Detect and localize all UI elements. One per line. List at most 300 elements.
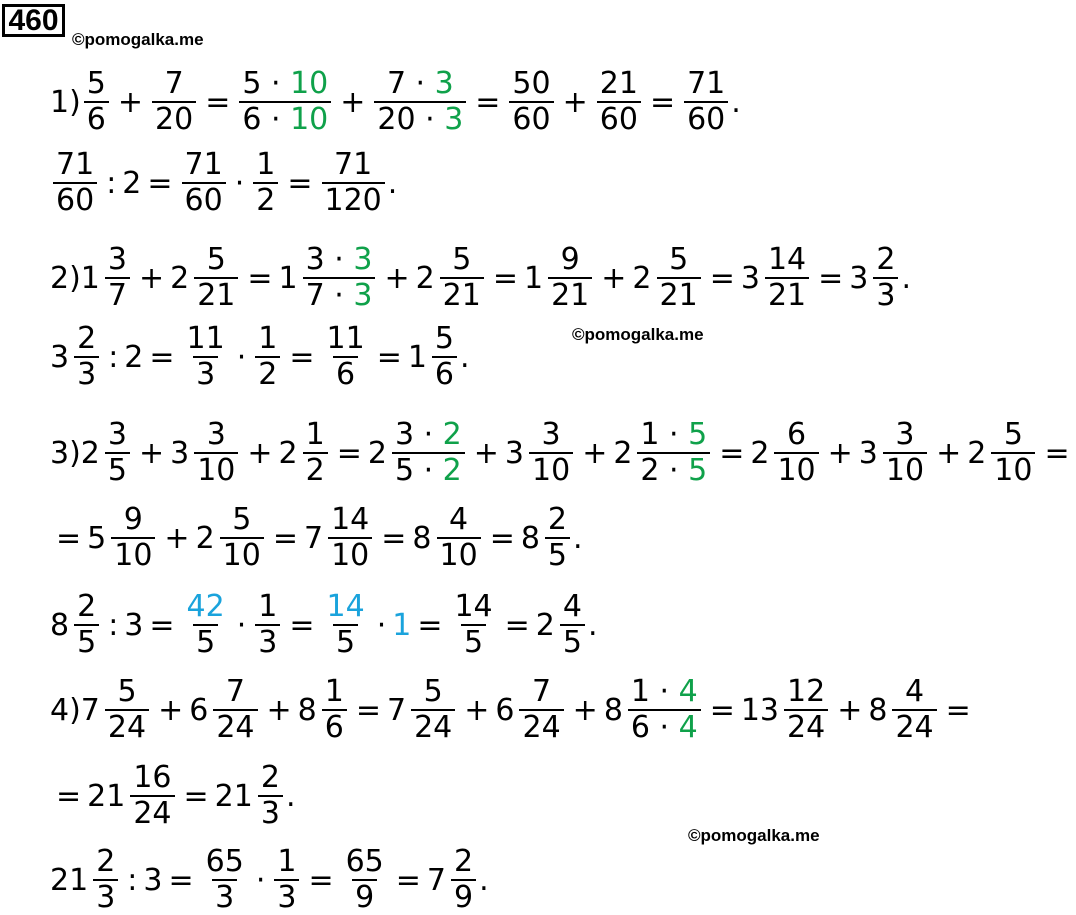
operator: : xyxy=(108,607,119,643)
fraction xyxy=(105,417,130,488)
denominator: 3 xyxy=(258,795,283,829)
math-text: . xyxy=(285,778,296,814)
numerator: 4 xyxy=(905,674,925,709)
denominator: 60 xyxy=(509,101,553,135)
solution-line-1 xyxy=(50,66,741,137)
fraction xyxy=(105,674,149,745)
fraction xyxy=(343,844,387,915)
fraction xyxy=(324,321,368,392)
fraction-part: 6 · xyxy=(242,102,291,137)
mixed-number xyxy=(80,417,133,488)
fraction-part: 3 xyxy=(444,102,464,137)
fraction xyxy=(883,417,927,488)
fraction xyxy=(253,147,278,218)
operator: · xyxy=(236,607,247,643)
numerator: 7 xyxy=(164,66,184,101)
whole-part: 21 xyxy=(87,778,126,814)
denominator: 10 xyxy=(774,452,818,486)
numerator: 5 xyxy=(669,242,689,277)
fraction xyxy=(548,242,592,313)
denominator: 10 xyxy=(529,452,573,486)
denominator: 24 xyxy=(105,709,149,743)
fraction-part: 3 xyxy=(434,66,454,101)
whole-part: 2 xyxy=(415,260,435,296)
mixed-number xyxy=(278,417,331,488)
denominator: 24 xyxy=(892,709,936,743)
operator: = xyxy=(376,339,402,375)
operator: = xyxy=(287,165,313,201)
operator: = xyxy=(289,607,315,643)
denominator xyxy=(374,101,466,135)
whole-part: 5 xyxy=(87,520,107,556)
numerator: 4 xyxy=(562,589,582,624)
operator: = xyxy=(355,692,381,728)
numerator: 65 xyxy=(205,844,244,879)
fraction xyxy=(509,66,553,137)
fraction xyxy=(322,147,385,218)
denominator: 120 xyxy=(322,182,385,216)
fraction xyxy=(53,147,97,218)
mixed-number xyxy=(504,417,576,488)
fraction-part: 3 · xyxy=(305,242,354,277)
numerator: 71 xyxy=(334,147,373,182)
denominator: 9 xyxy=(451,879,476,913)
solution-line-3 xyxy=(50,242,911,313)
fraction xyxy=(597,66,641,137)
denominator: 6 xyxy=(84,101,109,135)
fraction xyxy=(184,321,228,392)
fraction-part: 7 · xyxy=(386,66,435,101)
numerator: 11 xyxy=(326,321,365,356)
operator: + xyxy=(572,692,598,728)
numerator: 5 xyxy=(452,242,472,277)
operator: = xyxy=(475,84,501,120)
whole-part: 2 xyxy=(750,435,770,471)
problem-number-badge: 460 xyxy=(2,4,65,37)
fraction-part: 20 · xyxy=(377,102,445,137)
fraction xyxy=(213,674,257,745)
operator: · xyxy=(236,339,247,375)
numerator: 3 xyxy=(895,417,915,452)
mixed-number xyxy=(407,321,460,392)
math-text: . xyxy=(460,339,470,375)
denominator: 5 xyxy=(333,624,358,658)
denominator: 10 xyxy=(111,537,155,571)
mixed-number xyxy=(967,417,1038,488)
mixed-number xyxy=(535,589,588,660)
operator: + xyxy=(340,84,366,120)
operator: = xyxy=(709,692,735,728)
watermark: ©pomogalka.me xyxy=(72,30,204,49)
mixed-number xyxy=(495,674,566,745)
denominator xyxy=(637,452,710,486)
denominator: 3 xyxy=(74,356,99,390)
numerator: 9 xyxy=(123,502,143,537)
denominator: 6 xyxy=(333,356,358,390)
fraction xyxy=(432,321,457,392)
fraction-part: 42 xyxy=(186,589,225,624)
math-text: 1 xyxy=(392,607,412,643)
fraction xyxy=(451,589,495,660)
fraction xyxy=(322,674,347,745)
fraction xyxy=(194,242,238,313)
fraction xyxy=(194,417,238,488)
denominator: 21 xyxy=(765,277,809,311)
numerator xyxy=(324,589,368,624)
operator: = xyxy=(147,165,173,201)
fraction xyxy=(111,502,155,573)
fraction-part: 14 xyxy=(326,589,365,624)
denominator: 10 xyxy=(328,537,372,571)
whole-part: 3 xyxy=(740,260,760,296)
mixed-number xyxy=(214,760,286,831)
operator: + xyxy=(601,260,627,296)
operator: + xyxy=(384,260,410,296)
denominator xyxy=(239,101,331,135)
operator: = xyxy=(709,260,735,296)
numerator: 50 xyxy=(512,66,551,101)
math-text: . xyxy=(573,520,583,556)
operator: = xyxy=(1044,435,1070,471)
denominator: 3 xyxy=(873,277,898,311)
whole-part: 3 xyxy=(504,435,524,471)
fraction xyxy=(303,417,328,488)
fraction xyxy=(130,760,174,831)
fraction xyxy=(519,674,563,745)
numerator: 2 xyxy=(77,589,97,624)
solution-line-2 xyxy=(50,147,398,218)
fraction xyxy=(873,242,898,313)
math-text: 2) xyxy=(50,260,81,296)
denominator: 24 xyxy=(130,795,174,829)
operator: = xyxy=(492,260,518,296)
fraction-part: 5 · xyxy=(394,453,443,488)
numerator: 5 xyxy=(117,674,137,709)
operator: = xyxy=(289,339,315,375)
mixed-number xyxy=(87,760,177,831)
denominator: 21 xyxy=(548,277,592,311)
fraction xyxy=(324,589,368,660)
operator: + xyxy=(158,692,184,728)
fraction xyxy=(182,147,226,218)
denominator: 20 xyxy=(152,101,196,135)
fraction xyxy=(255,589,280,660)
numerator: 11 xyxy=(186,321,225,356)
fraction xyxy=(392,417,465,488)
operator: + xyxy=(138,435,165,471)
operator: = xyxy=(272,520,298,556)
math-text: . xyxy=(479,862,489,898)
numerator: 2 xyxy=(96,844,116,879)
fraction xyxy=(411,674,455,745)
whole-part: 7 xyxy=(303,520,324,556)
mixed-number xyxy=(520,502,573,573)
denominator: 5 xyxy=(105,452,130,486)
fraction xyxy=(220,502,264,573)
denominator: 2 xyxy=(253,182,278,216)
whole-part: 2 xyxy=(632,260,652,296)
mixed-number xyxy=(50,589,102,660)
operator: = xyxy=(56,778,82,814)
mixed-number xyxy=(740,242,812,313)
operator: = xyxy=(56,520,82,556)
whole-part: 1 xyxy=(407,339,427,375)
operator: = xyxy=(504,607,530,643)
denominator: 5 xyxy=(461,624,486,658)
solution-line-10 xyxy=(50,844,489,915)
fraction xyxy=(765,242,809,313)
whole-part: 7 xyxy=(426,862,447,898)
mixed-number xyxy=(87,502,158,573)
math-text: . xyxy=(587,607,598,643)
math-text: 1) xyxy=(50,84,81,120)
numerator: 3 xyxy=(541,417,561,452)
whole-part: 2 xyxy=(535,607,555,643)
whole-part: 1 xyxy=(524,260,544,296)
fraction-part: 3 xyxy=(353,278,373,313)
numerator xyxy=(239,66,331,101)
mixed-number xyxy=(415,242,487,313)
watermark: ©pomogalka.me xyxy=(572,325,704,344)
numerator: 2 xyxy=(547,502,568,537)
whole-part: 2 xyxy=(170,260,190,296)
numerator: 14 xyxy=(767,242,807,277)
mixed-number xyxy=(80,242,133,313)
math-text: 2 xyxy=(122,165,142,201)
fraction-part: 2 xyxy=(442,453,462,488)
fraction xyxy=(84,66,109,137)
mixed-number xyxy=(868,674,939,745)
numerator: 71 xyxy=(184,147,223,182)
numerator: 2 xyxy=(77,321,97,356)
denominator: 10 xyxy=(194,452,238,486)
numerator: 2 xyxy=(260,760,280,795)
mixed-number xyxy=(849,242,901,313)
denominator: 5 xyxy=(74,624,99,658)
mixed-number xyxy=(524,242,595,313)
fraction xyxy=(74,321,99,392)
mixed-number xyxy=(367,417,468,488)
whole-part: 2 xyxy=(195,520,215,556)
operator: = xyxy=(168,862,194,898)
math-text: 3) xyxy=(50,435,81,471)
numerator: 65 xyxy=(345,844,384,879)
whole-part: 7 xyxy=(386,692,407,728)
mixed-number xyxy=(386,674,458,745)
denominator: 3 xyxy=(255,624,280,658)
denominator: 10 xyxy=(437,537,481,571)
numerator: 7 xyxy=(532,674,552,709)
numerator: 1 xyxy=(258,321,278,356)
fraction xyxy=(991,417,1035,488)
whole-part: 2 xyxy=(967,435,987,471)
numerator xyxy=(184,589,228,624)
operator: : xyxy=(106,165,117,201)
mixed-number xyxy=(613,417,713,488)
numerator: 14 xyxy=(454,589,493,624)
numerator xyxy=(384,66,457,101)
fraction xyxy=(303,242,376,313)
mixed-number xyxy=(412,502,483,573)
numerator: 71 xyxy=(687,66,726,101)
fraction-part: 10 xyxy=(290,102,329,137)
numerator: 71 xyxy=(56,147,95,182)
solution-line-8 xyxy=(50,674,977,745)
denominator: 24 xyxy=(784,709,828,743)
denominator: 60 xyxy=(53,182,97,216)
denominator: 60 xyxy=(597,101,641,135)
operator: · xyxy=(234,165,245,201)
operator: = xyxy=(336,435,362,471)
mixed-number xyxy=(195,502,267,573)
operator: = xyxy=(719,435,745,471)
denominator: 3 xyxy=(193,356,218,390)
operator: + xyxy=(117,84,144,120)
mixed-number xyxy=(858,417,930,488)
fraction-part: 2 · xyxy=(640,453,689,488)
denominator: 5 xyxy=(545,537,570,571)
whole-part: 1 xyxy=(80,260,100,296)
fraction xyxy=(239,66,331,137)
operator: = xyxy=(818,260,844,296)
mixed-number xyxy=(189,674,260,745)
numerator: 1 xyxy=(305,417,325,452)
mixed-number xyxy=(278,242,379,313)
math-text: . xyxy=(901,260,911,296)
fraction xyxy=(892,674,936,745)
math-text: . xyxy=(731,84,741,120)
numerator: 5 xyxy=(423,674,443,709)
fraction-part: 4 xyxy=(678,710,698,745)
denominator: 5 xyxy=(560,624,585,658)
mixed-number xyxy=(170,417,241,488)
numerator: 5 xyxy=(232,502,252,537)
operator: + xyxy=(473,435,499,471)
whole-part: 1 xyxy=(278,260,298,296)
numerator: 1 xyxy=(277,844,297,879)
denominator: 10 xyxy=(991,452,1035,486)
fraction xyxy=(545,502,570,573)
numerator: 3 xyxy=(206,417,226,452)
fraction xyxy=(560,589,585,660)
solution-line-4 xyxy=(50,321,470,392)
fraction-part: 5 · xyxy=(242,66,291,101)
operator: + xyxy=(464,692,490,728)
fraction-part: 6 · xyxy=(630,710,679,745)
math-text: 3 xyxy=(143,862,163,898)
numerator: 1 xyxy=(258,589,278,624)
fraction xyxy=(258,760,283,831)
fraction xyxy=(152,66,196,137)
mixed-number xyxy=(750,417,821,488)
operator: = xyxy=(149,607,175,643)
fraction xyxy=(637,417,710,488)
whole-part: 8 xyxy=(50,607,70,643)
fraction xyxy=(529,417,573,488)
numerator: 21 xyxy=(599,66,638,101)
denominator: 6 xyxy=(432,356,457,390)
numerator: 2 xyxy=(454,844,474,879)
fraction xyxy=(628,674,701,745)
denominator xyxy=(628,709,701,743)
math-text: 3 xyxy=(124,607,144,643)
denominator: 3 xyxy=(93,879,118,913)
operator: = xyxy=(308,862,334,898)
whole-part: 7 xyxy=(80,692,100,728)
operator: : xyxy=(108,339,119,375)
numerator: 2 xyxy=(876,242,896,277)
math-text: 4) xyxy=(50,692,81,728)
numerator: 12 xyxy=(787,674,826,709)
fraction-part: 7 · xyxy=(305,278,354,313)
solution-line-6 xyxy=(50,502,583,573)
whole-part: 3 xyxy=(858,435,878,471)
mixed-number xyxy=(50,321,102,392)
denominator: 5 xyxy=(193,624,218,658)
operator: = xyxy=(945,692,971,728)
whole-part: 2 xyxy=(80,435,100,471)
whole-part: 8 xyxy=(603,692,623,728)
operator: : xyxy=(127,862,138,898)
fraction-part: 1 · xyxy=(630,674,679,709)
mixed-number xyxy=(170,242,241,313)
numerator xyxy=(628,674,701,709)
numerator xyxy=(303,242,376,277)
operator: · xyxy=(255,862,266,898)
operator: + xyxy=(247,435,273,471)
whole-part: 3 xyxy=(849,260,869,296)
fraction xyxy=(657,242,701,313)
operator: = xyxy=(381,520,407,556)
mixed-number xyxy=(303,502,375,573)
operator: = xyxy=(247,260,273,296)
denominator: 21 xyxy=(657,277,701,311)
numerator: 3 xyxy=(107,242,127,277)
solution-line-9 xyxy=(50,760,296,831)
mixed-number xyxy=(632,242,703,313)
operator: + xyxy=(266,692,292,728)
whole-part: 21 xyxy=(214,778,253,814)
denominator xyxy=(303,277,376,311)
mixed-number xyxy=(297,674,350,745)
fraction-part: 10 xyxy=(290,66,329,101)
fraction-part: 3 xyxy=(353,242,373,277)
fraction-part: 5 xyxy=(688,453,708,488)
fraction xyxy=(437,502,481,573)
numerator: 5 xyxy=(206,242,226,277)
operator: · xyxy=(376,607,387,643)
whole-part: 6 xyxy=(189,692,209,728)
whole-part: 6 xyxy=(495,692,515,728)
numerator: 1 xyxy=(256,147,276,182)
numerator: 6 xyxy=(787,417,807,452)
fraction xyxy=(74,589,99,660)
operator: + xyxy=(837,692,863,728)
watermark: ©pomogalka.me xyxy=(688,826,820,845)
numerator: 14 xyxy=(331,502,370,537)
solution-line-7 xyxy=(50,589,598,660)
denominator: 24 xyxy=(519,709,563,743)
fraction-part: 2 xyxy=(442,417,462,452)
whole-part: 8 xyxy=(297,692,317,728)
fraction xyxy=(784,674,828,745)
numerator: 7 xyxy=(225,674,245,709)
fraction-part: 3 · xyxy=(394,417,443,452)
fraction xyxy=(774,417,818,488)
whole-part: 8 xyxy=(520,520,540,556)
numerator: 5 xyxy=(434,321,455,356)
fraction-part: 4 xyxy=(678,674,698,709)
